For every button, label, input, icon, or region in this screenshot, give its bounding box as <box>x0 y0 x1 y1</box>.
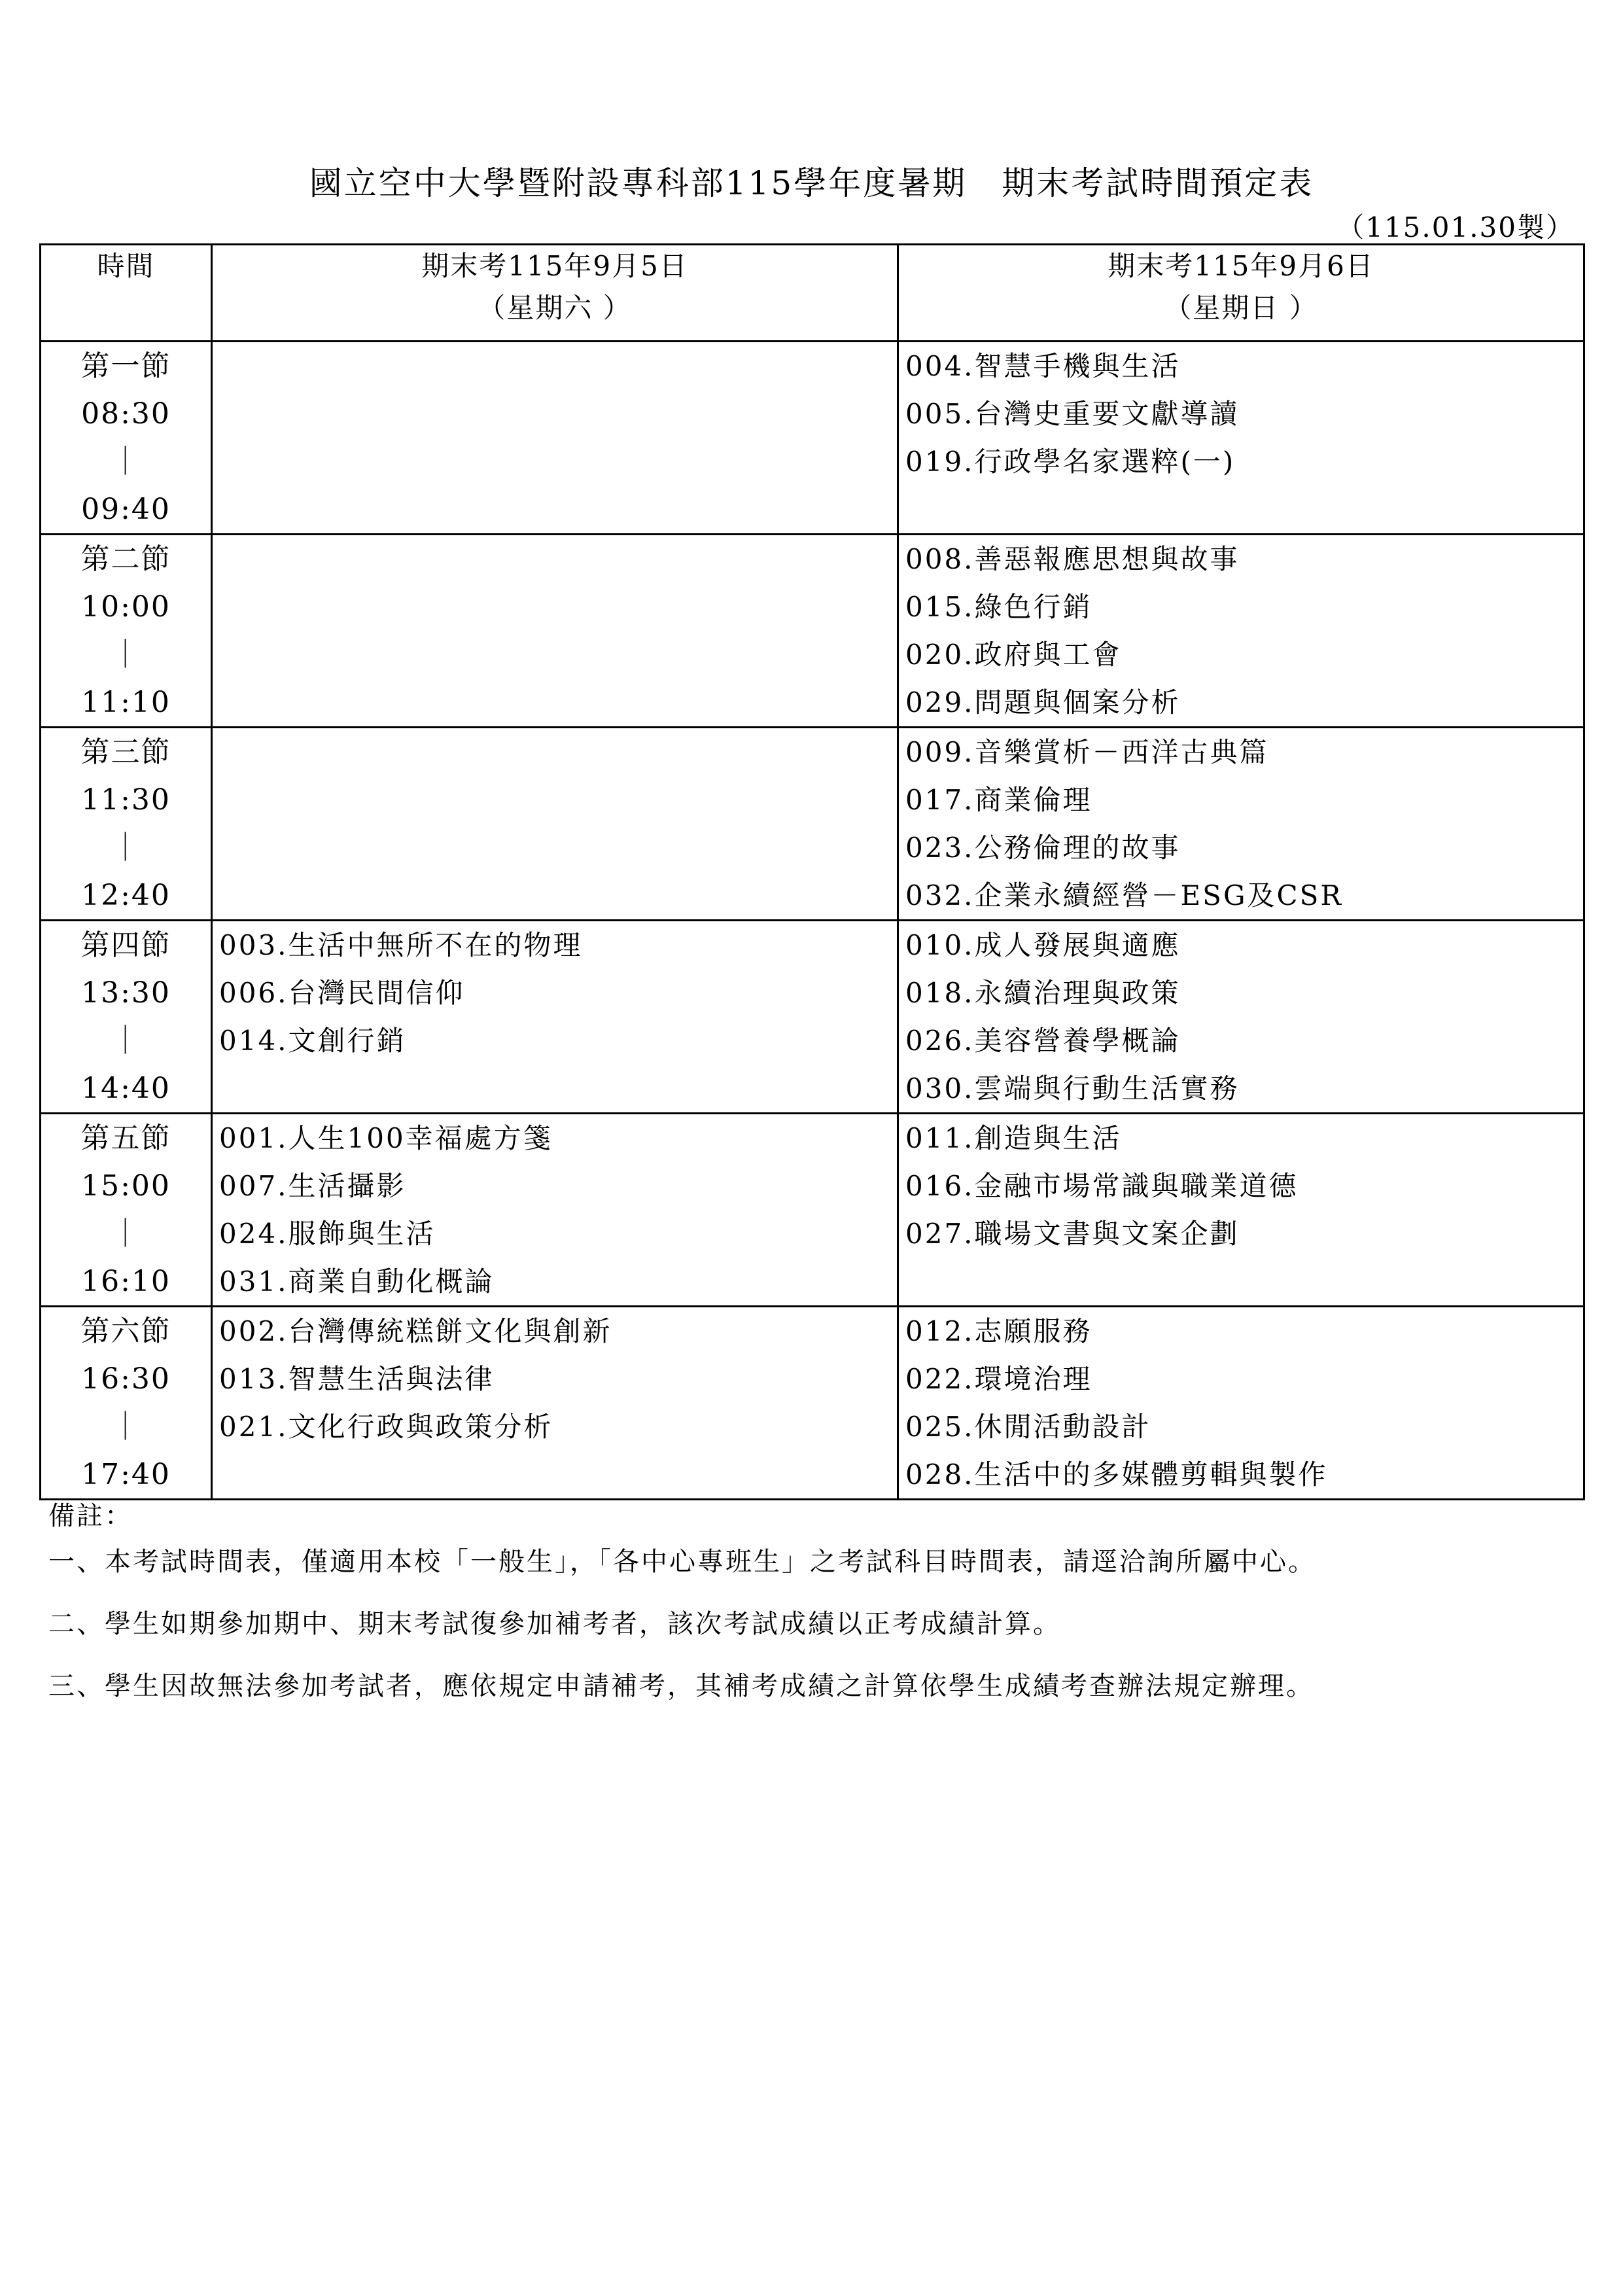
course-item: 010.成人發展與適應 <box>905 929 1181 961</box>
day1-courses-cell <box>212 342 898 535</box>
day2-courses-cell <box>898 921 1584 1114</box>
period-name: 第三節 <box>80 735 171 769</box>
note-item-1: 一、本考試時間表，僅適用本校「一般生」，「各中心專班生」之考試科目時間表，請逕洽詢所屬中心。 <box>48 1547 1316 1577</box>
day2-courses-cell <box>898 728 1584 921</box>
course-item: 026.美容營養學概論 <box>905 1025 1181 1057</box>
course-item: 023.公務倫理的故事 <box>905 832 1181 864</box>
period-end: 11:10 <box>81 686 171 719</box>
period-start: 08:30 <box>81 397 171 431</box>
course-item: 028.生活中的多媒體剪輯與製作 <box>905 1458 1328 1491</box>
course-item: 009.音樂賞析－西洋古典篇 <box>905 736 1269 768</box>
header-day1-date: 期末考115年9月5日 <box>421 250 688 282</box>
period-sep: ｜ <box>111 1410 141 1443</box>
day1-courses-cell <box>212 535 898 728</box>
note-item-2: 二、學生如期參加期中、期末考試復參加補考者，該次考試成績以正考成績計算。 <box>48 1609 1061 1639</box>
course-item: 003.生活中無所不在的物理 <box>219 929 583 961</box>
period-sep: ｜ <box>111 1217 141 1250</box>
day1-courses-cell <box>212 1307 898 1500</box>
period-name: 第六節 <box>80 1315 171 1348</box>
period-end: 14:40 <box>81 1072 171 1105</box>
time-cell <box>41 1114 212 1307</box>
course-item: 007.生活攝影 <box>219 1170 406 1202</box>
table-header-row <box>41 245 1584 342</box>
document-title: 國立空中大學暨附設專科部115學年度暑期 期末考試時間預定表 <box>309 164 1314 202</box>
course-item: 012.志願服務 <box>905 1315 1092 1347</box>
time-cell <box>41 342 212 535</box>
time-cell <box>41 535 212 728</box>
period-end: 16:10 <box>81 1265 171 1298</box>
notes-label: 備註： <box>48 1501 133 1531</box>
course-item: 029.問題與個案分析 <box>905 686 1181 718</box>
period-name: 第四節 <box>80 928 171 962</box>
course-item: 013.智慧生活與法律 <box>219 1363 495 1395</box>
period-name: 第五節 <box>80 1122 171 1155</box>
notes-section <box>48 1495 1316 1727</box>
period-start: 16:30 <box>81 1362 171 1396</box>
course-item: 006.台灣民間信仰 <box>219 977 465 1009</box>
course-item: 002.台灣傳統糕餅文化與創新 <box>219 1315 612 1347</box>
course-item: 011.創造與生活 <box>905 1122 1122 1154</box>
course-item: 015.綠色行銷 <box>905 591 1092 623</box>
schedule-row <box>41 728 1584 921</box>
day1-courses-cell <box>212 1114 898 1307</box>
header-day2 <box>898 245 1584 342</box>
period-start: 11:30 <box>81 783 171 817</box>
course-item: 025.休閒活動設計 <box>905 1411 1151 1443</box>
course-item: 018.永續治理與政策 <box>905 977 1181 1009</box>
header-day1-weekday: （星期六 ） <box>478 292 632 324</box>
schedule-row <box>41 1114 1584 1307</box>
made-date: （115.01.30製） <box>1336 211 1575 243</box>
course-item: 022.環境治理 <box>905 1363 1092 1395</box>
header-time: 時間 <box>41 245 212 342</box>
course-item: 017.商業倫理 <box>905 784 1092 816</box>
time-cell <box>41 921 212 1114</box>
course-item: 031.商業自動化概論 <box>219 1265 495 1298</box>
course-item: 019.行政學名家選粹(一) <box>905 446 1236 478</box>
period-sep: ｜ <box>111 638 141 671</box>
header-day1 <box>212 245 898 342</box>
day2-courses-cell <box>898 535 1584 728</box>
header-day2-weekday: （星期日 ） <box>1164 292 1318 324</box>
exam-schedule-table <box>39 243 1585 1500</box>
course-item: 014.文創行銷 <box>219 1025 406 1057</box>
schedule-row <box>41 921 1584 1114</box>
day1-courses-cell <box>212 728 898 921</box>
schedule-row <box>41 1307 1584 1500</box>
period-sep: ｜ <box>111 445 141 478</box>
header-day2-date: 期末考115年9月6日 <box>1108 250 1374 282</box>
course-item: 008.善惡報應思想與故事 <box>905 543 1240 575</box>
period-end: 17:40 <box>81 1458 171 1491</box>
course-item: 027.職場文書與文案企劃 <box>905 1218 1240 1250</box>
period-start: 10:00 <box>81 590 171 624</box>
course-item: 021.文化行政與政策分析 <box>219 1411 553 1443</box>
course-item: 016.金融市場常識與職業道德 <box>905 1170 1299 1202</box>
course-item: 001.人生100幸福處方箋 <box>219 1122 553 1154</box>
day2-courses-cell <box>898 1307 1584 1500</box>
course-item: 005.台灣史重要文獻導讀 <box>905 398 1240 430</box>
period-start: 13:30 <box>81 976 171 1010</box>
period-end: 12:40 <box>81 879 171 912</box>
course-item: 004.智慧手機與生活 <box>905 350 1181 382</box>
course-item: 032.企業永續經營－ESG及CSR <box>905 879 1344 911</box>
day1-courses-cell <box>212 921 898 1114</box>
period-sep: ｜ <box>111 1024 141 1057</box>
day2-courses-cell <box>898 1114 1584 1307</box>
course-item: 024.服飾與生活 <box>219 1218 436 1250</box>
note-item-3: 三、學生因故無法參加考試者，應依規定申請補考，其補考成績之計算依學生成績考查辦法規定辦理。 <box>48 1671 1314 1701</box>
period-sep: ｜ <box>111 831 141 864</box>
period-end: 09:40 <box>81 493 171 526</box>
period-name: 第二節 <box>80 542 171 576</box>
time-cell <box>41 1307 212 1500</box>
course-item: 020.政府與工會 <box>905 639 1122 671</box>
schedule-row <box>41 535 1584 728</box>
schedule-row <box>41 342 1584 535</box>
period-name: 第一節 <box>80 349 171 383</box>
time-cell <box>41 728 212 921</box>
period-start: 15:00 <box>81 1169 171 1203</box>
course-item: 030.雲端與行動生活實務 <box>905 1072 1240 1104</box>
day2-courses-cell <box>898 342 1584 535</box>
